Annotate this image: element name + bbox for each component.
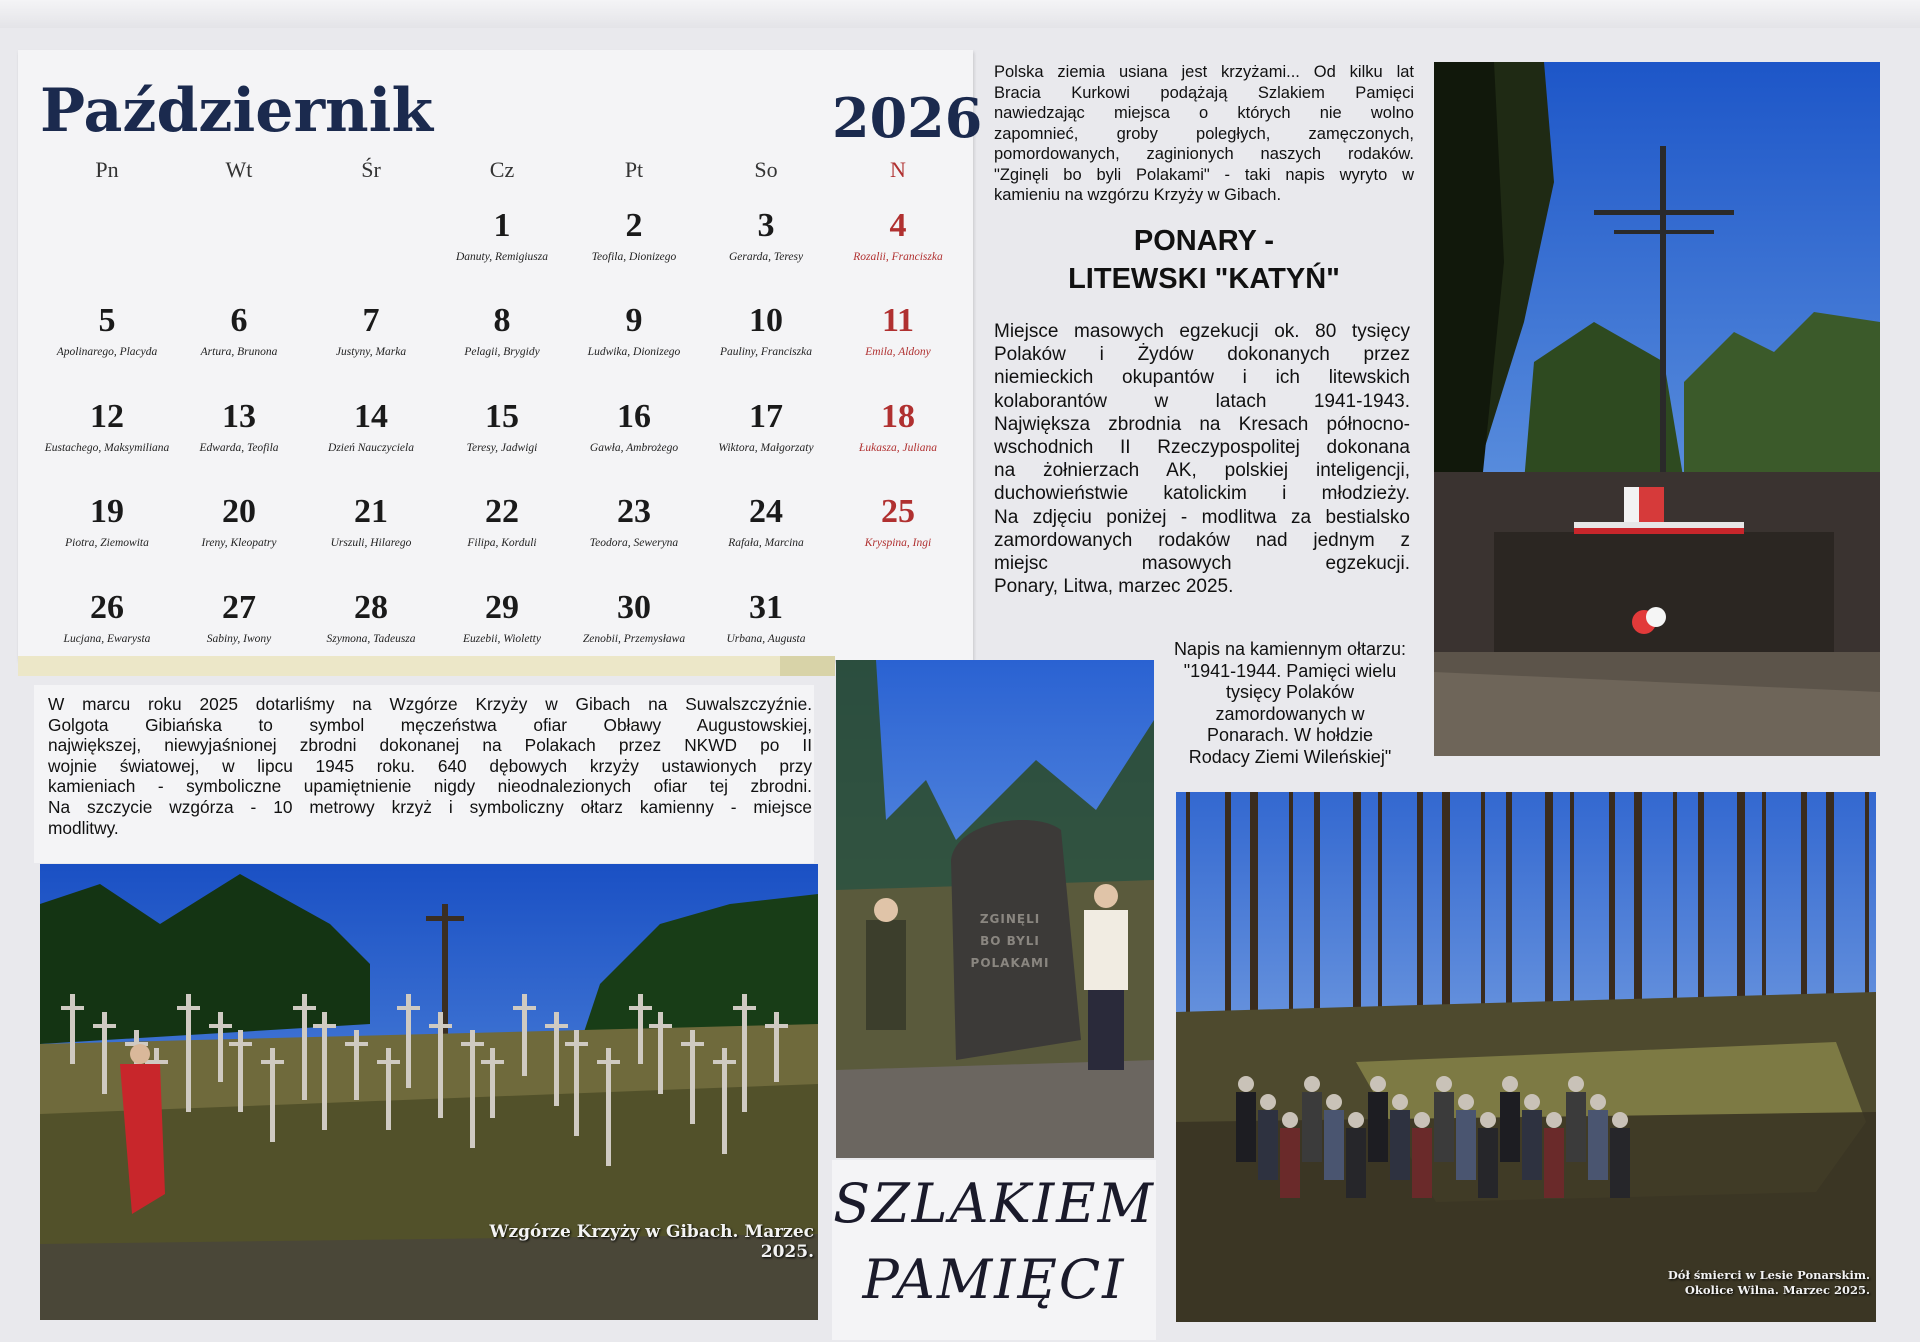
altar-inscription-text: [1150, 639, 1430, 768]
calendar-binding-edge: [0, 0, 1920, 28]
name-day-label: Lucjana, Ewarysta: [63, 633, 151, 645]
day-number: 29: [485, 589, 519, 626]
day-number: 23: [617, 493, 651, 530]
day-number: 8: [493, 302, 511, 339]
text-line: Na zdjęciu poniżej - modlitwa za bestialsko: [994, 506, 1410, 528]
text-line: "Zginęli bo byli Polakami" - taki napis wyryto w: [994, 165, 1414, 184]
text-line: Golgota Gibiańska to symbol męczeństwa ofiar Obławy Augustowskiej,: [48, 714, 812, 735]
text-line: Polska ziemia usiana jest krzyżami... Od kilku lat: [994, 63, 1414, 81]
text-line: niemieckich okupantów i ich litewskich: [994, 367, 1410, 389]
day-number: 4: [889, 207, 907, 244]
text-line: największej, niewyjaśnionej zbrodni dokonanej na Polakach przez NKWD po II: [48, 735, 812, 756]
name-day-label: Szymona, Tadeusza: [326, 633, 416, 645]
weekday-header: Cz: [489, 157, 515, 182]
name-day-label: Eustachego, Maksymiliana: [44, 442, 170, 454]
weekday-header: Pn: [95, 157, 119, 182]
text-line: pomordowanych, zaginionych naszych rodaków.: [994, 145, 1414, 163]
day-number: 18: [881, 398, 915, 435]
day-number: 24: [749, 493, 783, 530]
text-line: "1941-1944. Pamięci wielu: [1183, 660, 1397, 681]
slogan-line2: PAMIĘCI: [862, 1248, 1126, 1311]
name-day-label: Kryspina, Ingi: [864, 537, 932, 549]
day-number: 30: [617, 589, 651, 626]
weekday-header: Pt: [624, 157, 644, 182]
text-line: Ponarach. W hołdzie: [1206, 725, 1374, 745]
day-number: 14: [354, 398, 388, 435]
name-day-label: Euzebii, Wioletty: [463, 633, 541, 645]
name-day-label: Urbana, Augusta: [726, 633, 806, 645]
day-number: 7: [362, 302, 380, 339]
name-day-label: Edwarda, Teofila: [199, 442, 279, 454]
calendar-month: Październik: [40, 76, 434, 146]
name-day-label: Artura, Brunona: [200, 346, 278, 358]
day-number: 10: [749, 302, 783, 339]
day-number: 2: [625, 207, 643, 244]
name-day-label: Apolinarego, Placyda: [56, 346, 158, 358]
text-line: wschodnich II Rzeczypospolitej dokonana: [994, 437, 1410, 459]
text-line: Miejsce masowych egzekucji ok. 80 tysięcy: [994, 321, 1410, 342]
text-line: W marcu roku 2025 dotarliśmy na Wzgórze Krzyży w Gibach na Suwalszczyźnie.: [48, 694, 812, 714]
name-day-label: Gerarda, Teresy: [728, 251, 804, 263]
weekday-header: Śr: [361, 157, 381, 182]
ponary-text: [994, 320, 1410, 598]
day-number: 22: [485, 493, 519, 530]
ponary-cross-photo: [1434, 62, 1880, 756]
name-day-label: Urszuli, Hilarego: [330, 537, 412, 549]
weekday-header: Wt: [225, 157, 253, 182]
text-line: miejsc masowych egzekucji.: [994, 553, 1410, 575]
text-line: kolaborantów w latach 1941-1943.: [994, 390, 1410, 412]
stone-line-2: BO BYLI: [980, 934, 1040, 948]
slogan-line1: SZLAKIEM: [833, 1172, 1155, 1235]
name-day-label: Justyny, Marka: [335, 346, 407, 358]
weekday-header: N: [890, 157, 906, 182]
calendar-bottom-strip: [18, 656, 833, 676]
day-number: 3: [757, 207, 775, 244]
name-day-label: Sabiny, Iwony: [206, 633, 272, 645]
name-day-label: Ireny, Kleopatry: [201, 537, 277, 549]
text-line: Napis na kamiennym ołtarzu:: [1173, 639, 1407, 659]
weekday-header: So: [754, 157, 778, 182]
day-number: 27: [222, 589, 256, 626]
text-line: na żołnierzach AK, polskiej inteligencji,: [994, 460, 1410, 482]
day-number: 9: [625, 302, 643, 339]
gibach-photo-caption: Wzgórze Krzyży w Gibach. Marzec 2025.: [489, 1222, 814, 1262]
name-day-label: Teofila, Dionizego: [591, 251, 677, 263]
name-day-label: Danuty, Remigiusza: [456, 251, 548, 263]
day-number: 21: [354, 493, 388, 530]
name-day-label: Piotra, Ziemowita: [65, 537, 149, 549]
name-day-label: Emila, Aldony: [865, 346, 931, 358]
text-line: kamieniu na wzgórzu Krzyży w Gibach.: [994, 186, 1282, 204]
text-line: duchowieństwie katolickim i młodzieży.: [994, 483, 1410, 505]
day-number: 12: [90, 398, 124, 435]
name-day-label: Wiktora, Małgorzaty: [718, 442, 814, 454]
text-line: nawiedzając miejsca o których nie wolno: [994, 104, 1414, 122]
pit-caption-line1: Dół śmierci w Lesie Ponarskim.: [1667, 1268, 1870, 1282]
intro-text: [994, 62, 1414, 206]
name-day-label: Zenobii, Przemysława: [582, 633, 686, 645]
day-number: 19: [90, 493, 124, 530]
name-day-label: Rozalii, Franciszka: [853, 251, 943, 263]
day-number: 1: [493, 207, 511, 244]
name-day-label: Pauliny, Franciszka: [720, 346, 812, 358]
ponary-heading-line1: PONARY -: [1133, 225, 1275, 257]
text-line: zapomnieć, groby poległych, zamęczonych,: [994, 124, 1414, 143]
pit-caption-line2: Okolice Wilna. Marzec 2025.: [1684, 1283, 1870, 1297]
gibach-text: [48, 694, 812, 838]
text-line: Na szczycie wzgórza - 10 metrowy krzyż i symboliczny ołtarz kamienny - miejsce: [48, 796, 812, 817]
stone-inscription: [970, 908, 1050, 974]
text-line: tysięcy Polaków: [1225, 682, 1355, 702]
text-line: Rodacy Ziemi Wileńskiej": [1188, 746, 1392, 767]
name-day-label: Pelagii, Brygidy: [464, 346, 540, 358]
stone-line-3: POLAKAMI: [970, 956, 1050, 970]
name-day-label: Łukasza, Juliana: [859, 442, 937, 454]
name-day-label: Gawła, Ambrożego: [589, 442, 679, 454]
name-day-label: Ludwika, Dionizego: [587, 346, 681, 358]
day-number: 28: [354, 589, 388, 626]
name-day-label: Rafała, Marcina: [728, 537, 804, 549]
name-day-label: Teodora, Seweryna: [589, 537, 679, 549]
text-line: Polaków i Żydów dokonanych przez: [994, 344, 1410, 366]
day-number: 15: [485, 398, 519, 435]
day-number: 16: [617, 398, 651, 435]
text-line: zamordowanych w: [1215, 703, 1365, 724]
text-line: Bracia Kurkowi podążają Szlakiem Pamięci: [994, 83, 1414, 102]
name-day-label: Teresy, Jadwigi: [466, 442, 538, 454]
day-number: 20: [222, 493, 256, 530]
text-line: kamieniach - symboliczne upamiętnienie nigdy nieodnalezionych ofiar tej zbrodni.: [48, 776, 812, 797]
name-day-label: Filipa, Korduli: [467, 537, 537, 549]
day-number: 6: [230, 302, 248, 339]
day-number: 17: [749, 398, 783, 435]
ponary-pit-photo: [1176, 792, 1876, 1322]
text-line: Największa zbrodnia na Kresach północno-: [994, 413, 1410, 435]
text-line: modlitwy.: [48, 817, 119, 838]
ponary-pit-photo-caption: [1550, 1268, 1870, 1298]
day-number: 13: [222, 398, 256, 435]
calendar-bottom-strip-accent: [780, 656, 835, 676]
calendar-year: 2026: [832, 86, 983, 150]
stone-line-1: ZGINĘLI: [979, 912, 1041, 926]
day-number: 31: [749, 589, 783, 626]
name-day-label: Dzień Nauczyciela: [328, 442, 414, 454]
day-number: 5: [98, 302, 116, 339]
day-number: 25: [881, 493, 915, 530]
ponary-heading-line2: LITEWSKI "KATYŃ": [1068, 263, 1340, 295]
text-line: zamordowanych rodaków nad jednym z: [994, 529, 1410, 551]
day-number: 11: [881, 302, 915, 339]
ponary-heading: [994, 222, 1414, 298]
slogan: [832, 1166, 1156, 1318]
text-line: Ponary, Litwa, marzec 2025.: [994, 576, 1234, 598]
day-number: 26: [90, 589, 124, 626]
text-line: wojnie światowej, w lipcu 1945 roku. 640 dębowych krzyży ustawionych przy: [48, 755, 812, 776]
